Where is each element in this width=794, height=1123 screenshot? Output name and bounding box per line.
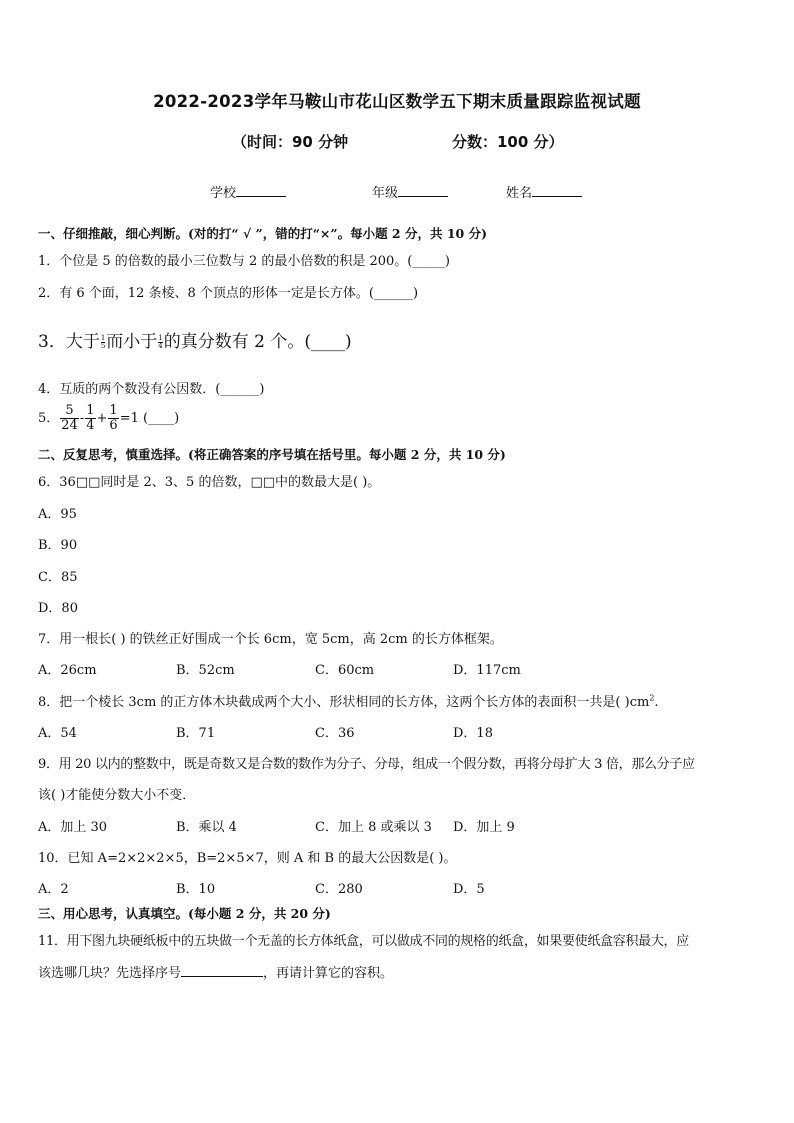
q8-superscript: 2 [649,693,655,703]
q8-option-b[interactable]: B．71 [176,726,216,741]
q8-option-d[interactable]: D．18 [453,726,493,741]
q3-suffix: 的真分数有 2 个。(____) [163,332,352,352]
q5-f2-num: 1 [86,403,95,418]
question-11-line1: 11．用下图九块硬纸板中的五块做一个无盖的长方体纸盒，可以做成不同的规格的纸盒，如果要使纸盒容积最大，应 [38,934,689,949]
question-1: 1．个位是 5 的倍数的最小三位数与 2 的最小倍数的积是 200。(_____) [38,254,450,269]
q5-f3-den: 6 [109,418,118,433]
q3-frac1-num: 1 [100,334,106,342]
q11-answer-blank[interactable] [181,964,263,977]
question-4: 4．互质的两个数没有公因数．(______) [38,382,265,397]
q3-fraction-1 [101,335,105,350]
school-field[interactable] [210,182,286,201]
section3-heading: 三、用心思考，认真填空。(每小题 2 分，共 20 分) [38,906,331,921]
question-11-line2 [38,962,393,981]
q9-option-c[interactable]: C．加上 8 或乘以 3 [315,820,432,835]
q8-text: 8．把一个棱长 3cm 的正方体木块截成两个大小、形状相同的长方体，这两个长方体的表面积一共是( )cm [38,695,650,710]
q9-option-a[interactable]: A．加上 30 [38,820,108,835]
q5-prefix: 5． [38,411,60,426]
score-label: 分数：100 分） [452,133,564,151]
school-blank[interactable] [236,184,286,197]
question-8 [38,691,659,710]
q8-option-a[interactable]: A．54 [38,726,77,741]
school-label: 学校 [210,186,237,201]
q9-option-d[interactable]: D．加上 9 [453,820,515,835]
q8-end: . [654,695,659,710]
question-2: 2．有 6 个面，12 条棱、8 个顶点的形体一定是长方体。(______) [38,286,419,301]
q6-option-d[interactable]: D．80 [38,601,78,616]
q3-frac1-den: 5 [100,342,106,350]
section1-heading: 一、仔细推敲，细心判断。(对的打“ √ ”，错的打“×”。每小题 2 分，共 10 分) [38,226,487,241]
q5-suffix: =1 (____) [119,411,180,426]
q5-f3-num: 1 [109,403,118,418]
grade-label: 年级 [372,186,399,201]
q7-option-d[interactable]: D．117cm [453,663,521,678]
q3-frac2-num: 1 [158,334,163,342]
q5-fraction-2 [85,404,95,433]
name-label: 姓名 [506,186,533,201]
name-blank[interactable] [532,184,582,197]
q3-prefix: 3．大于 [38,332,100,352]
q10-option-c[interactable]: C．280 [315,882,363,897]
question-6: 6．36□□同时是 2、3、5 的倍数，□□中的数最大是( )。 [38,475,381,490]
time-label: （时间：90 分钟 [232,133,349,151]
q9-option-b[interactable]: B．乘以 4 [176,820,237,835]
question-9-line1: 9．用 20 以内的整数中，既是奇数又是合数的数作为分子、分母，组成一个假分数，再将分母扩大 3 倍，那么分子应 [38,757,695,772]
grade-field[interactable] [372,182,448,201]
q5-op2: + [96,411,108,426]
q7-option-c[interactable]: C．60cm [315,663,375,678]
q5-f1-den: 24 [61,418,78,433]
q5-f1-num: 5 [60,404,79,419]
q7-option-b[interactable]: B．52cm [176,663,235,678]
q10-option-a[interactable]: A．2 [38,882,69,897]
q3-frac2-den: 4 [158,342,163,350]
name-field[interactable] [506,182,582,201]
q11-text-b: ，再请计算它的容积。 [263,966,394,981]
question-5 [38,404,179,433]
question-3 [38,327,352,352]
q6-option-a[interactable]: A．95 [38,507,77,522]
question-10: 10．已知 A=2×2×2×5，B=2×5×7，则 A 和 B 的最大公因数是( )。 [38,851,457,866]
q5-fraction-1 [60,404,79,433]
question-9-line2: 该( )才能使分数大小不变． [38,788,196,803]
q5-f2-den: 4 [86,418,95,433]
q3-mid: 而小于 [106,332,158,352]
q5-fraction-3 [108,404,118,433]
q3-fraction-2 [158,335,162,350]
question-7: 7．用一根长( ) 的铁丝正好围成一个长 6cm，宽 5cm，高 2cm 的长方体框架。 [38,632,503,647]
page-title: 2022-2023学年马鞍山市花山区数学五下期末质量跟踪监视试题 [153,92,641,111]
q6-option-b[interactable]: B．90 [38,538,78,553]
q10-option-d[interactable]: D．5 [453,882,485,897]
section2-heading: 二、反复思考，慎重选择。(将正确答案的序号填在括号里。每小题 2 分，共 10 分) [38,447,506,462]
q6-option-c[interactable]: C．85 [38,570,78,585]
q5-op1: - [79,411,85,426]
q11-text-a: 该选哪几块？先选择序号 [38,966,182,981]
grade-blank[interactable] [398,184,448,197]
q10-option-b[interactable]: B．10 [176,882,216,897]
q7-option-a[interactable]: A．26cm [38,663,97,678]
q8-option-c[interactable]: C．36 [315,726,355,741]
